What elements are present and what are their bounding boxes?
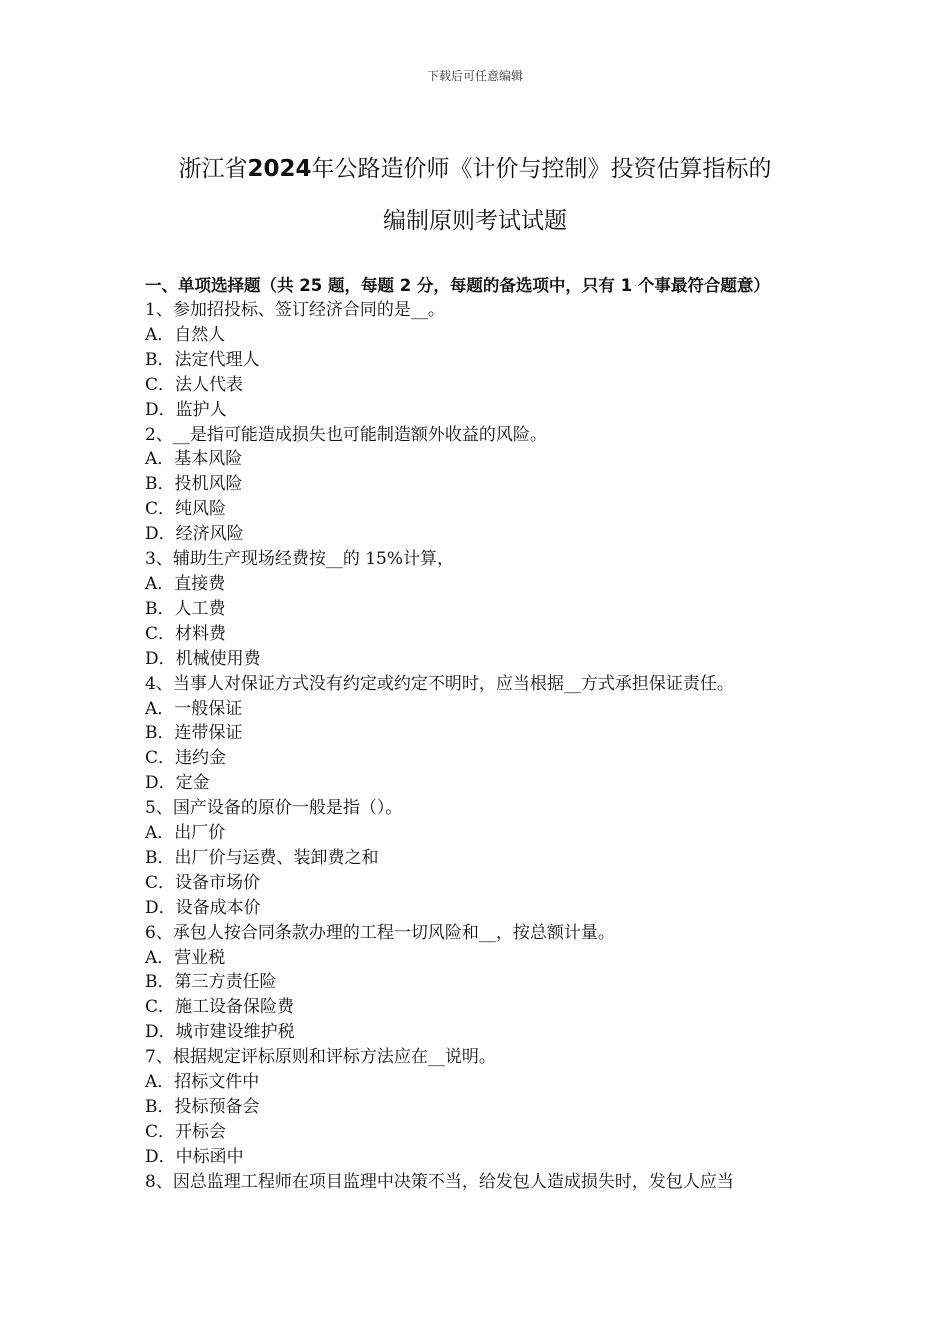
answer-option: A．出厂价	[145, 823, 226, 844]
title-part-2: 年公路造价师《计价与控制》投资估算指标的	[311, 156, 772, 182]
answer-option: B．连带保证	[145, 723, 243, 744]
answer-option: B．人工费	[145, 598, 226, 619]
answer-option: C．纯风险	[145, 499, 227, 520]
answer-option: A．营业税	[145, 947, 226, 968]
question-list	[145, 298, 810, 1195]
question-stem: 2、__是指可能造成损失也可能制造额外收益的风险。	[145, 424, 547, 445]
answer-option: A．直接费	[145, 573, 226, 594]
question-stem: 6、承包人按合同条款办理的工程一切风险和__，按总额计量。	[145, 922, 615, 943]
answer-option: C．违约金	[145, 748, 227, 769]
question-stem: 7、根据规定评标原则和评标方法应在__说明。	[145, 1047, 496, 1068]
answer-option: C．施工设备保险费	[145, 997, 295, 1018]
answer-option: D．监护人	[145, 399, 227, 420]
answer-option: A．基本风险	[145, 449, 243, 470]
answer-option: C．设备市场价	[145, 872, 261, 893]
answer-option: B．投机风险	[145, 474, 243, 495]
answer-option: B．第三方责任险	[145, 972, 277, 993]
title-line-1	[110, 143, 840, 195]
answer-option: D．经济风险	[145, 524, 244, 545]
title-line-2: 编制原则考试试题	[383, 208, 567, 234]
title-part-1: 浙江省	[178, 156, 248, 182]
answer-option: D．中标函中	[145, 1146, 244, 1167]
answer-option: C．材料费	[145, 623, 227, 644]
answer-option: B．出厂价与运费、装卸费之和	[145, 847, 379, 868]
answer-option: A．招标文件中	[145, 1072, 260, 1093]
answer-option: A．自然人	[145, 324, 226, 345]
answer-option: B．法定代理人	[145, 349, 260, 370]
answer-option: B．投标预备会	[145, 1097, 260, 1117]
answer-option: C．法人代表	[145, 374, 244, 395]
answer-option: A．一般保证	[145, 698, 243, 719]
question-stem: 8、因总监理工程师在项目监理中决策不当，给发包人造成损失时，发包人应当	[145, 1171, 734, 1192]
question-stem: 3、辅助生产现场经费按__的 15%计算，	[145, 549, 455, 570]
title-year: 2024	[247, 156, 312, 182]
answer-option: D．机械使用费	[145, 648, 261, 669]
question-stem: 4、当事人对保证方式没有约定或约定不明时，应当根据__方式承担保证责任。	[145, 673, 734, 694]
section-heading: 一、单项选择题（共 25 题，每题 2 分，每题的备选项中，只有 1 个事最符合题意）	[145, 276, 770, 295]
answer-option: D．设备成本价	[145, 897, 261, 918]
document-title	[110, 143, 840, 247]
document-body	[145, 274, 810, 1195]
answer-option: D．定金	[145, 773, 210, 794]
answer-option: C．开标会	[145, 1121, 227, 1142]
question-stem: 5、国产设备的原价一般是指（）。	[145, 798, 403, 819]
question-stem: 1、参加招投标、签订经济合同的是__。	[145, 300, 445, 320]
header-note: 下载后可任意编辑	[426, 69, 523, 83]
answer-option: D．城市建设维护税	[145, 1022, 295, 1043]
